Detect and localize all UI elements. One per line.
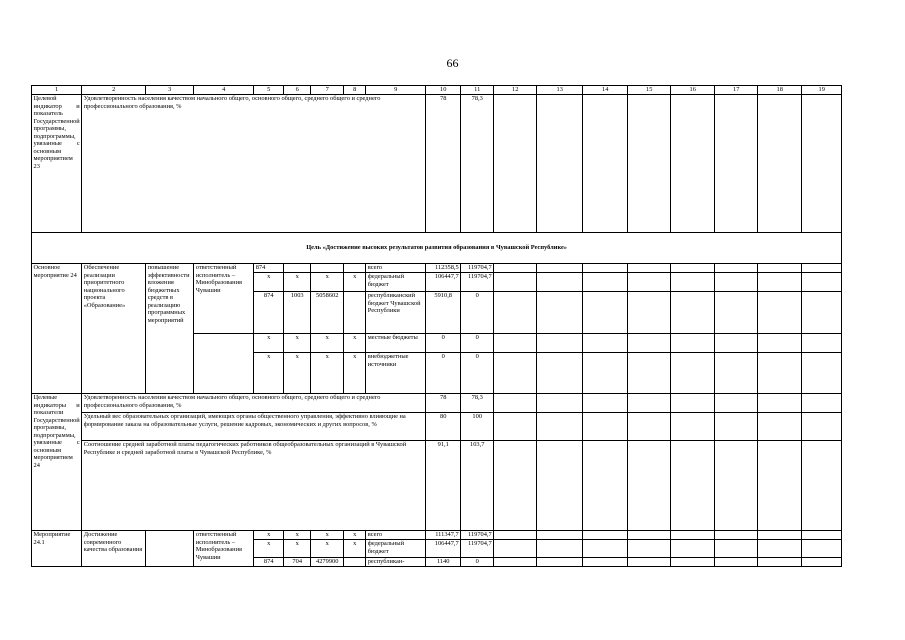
table-cell [583,394,628,413]
table-cell [671,531,715,540]
table-cell [284,264,311,273]
indicator-24-text-2: Удельный вес образовательных организаций, имеющих органы общественного управления, эффективно влияющие на формирование заказа на образовательные услуги, решение кадровых, экономических и других вопросов, % [82,413,426,441]
table-cell [146,531,194,567]
table-cell [583,413,628,441]
table-cell: 100 [461,413,494,441]
table-cell: x [311,273,344,292]
table-cell [494,531,537,540]
table-cell: 0 [426,353,461,394]
table-cell: федеральный бюджет [366,540,426,558]
table-cell [802,531,842,540]
table-cell [537,273,583,292]
table-cell: x [344,540,366,558]
indicator-24-text-1: Удовлетворенность населения качеством начального общего, основного общего, среднего общего и среднего профессионального образования, % [82,394,426,413]
table-cell: x [284,273,311,292]
table-cell [715,540,758,558]
table-cell [583,292,628,334]
column-number-row [32,86,842,95]
table-cell [671,95,715,233]
table-cell: 0 [461,353,494,394]
table-cell [628,353,671,394]
table-cell [537,394,583,413]
table-cell [194,334,254,394]
table-cell [494,413,537,441]
table-cell: 119704,7 [461,273,494,292]
table-cell [671,273,715,292]
column-number: 3 [146,86,194,95]
table-cell: 0 [461,334,494,353]
column-number: 17 [715,86,758,95]
table-cell [494,353,537,394]
column-number: 7 [311,86,344,95]
table-cell [628,413,671,441]
table-cell [583,353,628,394]
column-number: 14 [583,86,628,95]
table-cell: x [254,273,284,292]
table-cell: 874 [254,264,284,273]
table-cell [537,292,583,334]
table-cell [758,273,802,292]
table-cell: 0 [461,558,494,567]
table-cell [628,292,671,334]
table-cell [802,558,842,567]
table-cell: 1140 [426,558,461,567]
table-cell [344,558,366,567]
table-cell: 106447,7 [426,273,461,292]
table-cell: x [284,353,311,394]
budget-table [31,85,842,567]
table-cell [537,353,583,394]
table-cell [758,531,802,540]
column-number: 12 [494,86,537,95]
event-24-label: Основное мероприятие 24 [32,264,82,394]
table-cell [344,264,366,273]
table-cell [758,540,802,558]
table-cell: 704 [284,558,311,567]
table-cell [537,264,583,273]
table-cell: x [254,334,284,353]
table-cell [628,558,671,567]
table-cell [628,95,671,233]
table-cell [802,413,842,441]
table-cell [671,334,715,353]
event-24-1-executor: ответственный исполнитель – Минобразования Чувашии [194,531,254,567]
column-number: 16 [671,86,715,95]
table-cell: федеральный бюджет [366,273,426,292]
table-cell [758,292,802,334]
table-cell: x [254,353,284,394]
column-number: 19 [802,86,842,95]
table-cell: республикан- [366,558,426,567]
table-cell [494,441,537,531]
table-cell [802,334,842,353]
table-cell [671,413,715,441]
column-number: 5 [254,86,284,95]
table-cell: 111347,7 [426,531,461,540]
table-cell [715,273,758,292]
table-cell [494,558,537,567]
table-cell [537,441,583,531]
table-cell: республиканский бюджет Чувашской Республики [366,292,426,334]
table-cell: 1003 [284,292,311,334]
column-number: 15 [628,86,671,95]
table-cell: 0 [461,292,494,334]
table-cell: x [254,531,284,540]
table-cell [537,540,583,558]
table-cell: 5058602 [311,292,344,334]
table-cell [715,95,758,233]
table-cell [715,292,758,334]
table-cell [537,334,583,353]
indicator-23-value-10: 78 [426,95,461,233]
table-cell [494,394,537,413]
event-24-1-label: Мероприятие 24.1 [32,531,82,567]
table-cell [628,394,671,413]
table-cell: x [311,353,344,394]
table-cell [715,441,758,531]
page-number: 66 [446,56,459,70]
event-24-name: Обеспечение реализации приоритетного национального проекта «Образование» [82,264,146,394]
table-cell [583,531,628,540]
table-cell [494,540,537,558]
indicator-24-row-3 [32,441,842,531]
table-cell: 4279900 [311,558,344,567]
table-cell [671,558,715,567]
table-cell: x [344,353,366,394]
table-cell [628,441,671,531]
table-cell [758,353,802,394]
table-cell [758,264,802,273]
table-cell: 106447,7 [426,540,461,558]
indicator-24-label: Целевые индикаторы и показатели Государственной программы, подпрограммы, увязанные с основным мероприятием 24 [32,394,82,531]
table-cell [628,273,671,292]
table-cell [344,292,366,334]
table-cell [758,558,802,567]
event-24-1-row-total [32,531,842,540]
table-cell: 78,3 [461,394,494,413]
table-cell: 112358,5 [426,264,461,273]
table-cell [715,413,758,441]
indicator-24-row-2 [32,413,842,441]
table-cell [628,264,671,273]
table-cell [583,95,628,233]
table-cell [802,540,842,558]
table-cell [311,264,344,273]
table-cell [583,334,628,353]
column-number: 9 [366,86,426,95]
table-cell [494,264,537,273]
table-cell [715,531,758,540]
table-cell [802,264,842,273]
column-number: 1 [32,86,82,95]
goal-heading: Цель «Достижение высоких результатов развития образования в Чувашской Республике» [32,233,842,264]
table-cell [494,273,537,292]
column-number: 2 [82,86,146,95]
table-cell [758,394,802,413]
table-cell: x [284,334,311,353]
indicator-23-text: Удовлетворенность населения качеством начального общего, основного общего, среднего общего и среднего профессионального образования, % [82,95,426,233]
table-cell: 78 [426,394,461,413]
table-cell [628,531,671,540]
table-cell: 119704,7 [461,540,494,558]
table-cell: x [311,531,344,540]
table-cell: местные бюджеты [366,334,426,353]
table-cell [537,558,583,567]
table-cell: 103,7 [461,441,494,531]
column-number: 18 [758,86,802,95]
table-cell [802,441,842,531]
table-cell: 5910,8 [426,292,461,334]
table-cell [802,353,842,394]
table-cell [802,273,842,292]
indicator-23-label: Целевой индикатор и показатель Государственной программы, подпрограммы, увязанные с основным мероприятием 23 [32,95,82,233]
table-cell: 119704,7 [461,531,494,540]
table-cell [802,292,842,334]
table-cell: x [311,334,344,353]
table-cell [715,394,758,413]
table-cell [583,558,628,567]
indicator-24-text-3: Соотношение средней заработной платы педагогических работников общеобразовательных организаций в Чувашской Республике и средней заработной платы в Чувашской Республике, % [82,441,426,531]
table-cell [494,95,537,233]
table-cell [671,264,715,273]
event-24-row-total [32,264,842,273]
table-cell [583,264,628,273]
column-number: 4 [194,86,254,95]
table-cell [758,413,802,441]
table-cell [715,558,758,567]
table-cell: 0 [426,334,461,353]
table-cell [494,292,537,334]
table-cell [583,441,628,531]
table-cell [583,273,628,292]
column-number: 11 [461,86,494,95]
table-cell: всего [366,264,426,273]
table-cell [537,531,583,540]
table-cell [537,95,583,233]
table-cell: внебюджетные источники [366,353,426,394]
indicator-23-value-11: 78,3 [461,95,494,233]
table-cell: x [254,540,284,558]
event-24-executor: ответственный исполнитель – Минобразования Чувашии [194,264,254,334]
table-cell [671,394,715,413]
column-number: 10 [426,86,461,95]
table-cell [802,394,842,413]
table-cell: x [344,273,366,292]
table-cell [583,540,628,558]
table-cell [715,353,758,394]
table-cell: 874 [254,292,284,334]
table-cell: x [311,540,344,558]
table-cell [758,441,802,531]
table-cell: x [284,540,311,558]
table-cell [671,353,715,394]
table-cell [758,334,802,353]
table-cell [715,334,758,353]
indicator-23-row [32,95,842,233]
event-24-description: повышение эффективности вложения бюджетных средств в реализацию программных мероприятий [146,264,194,394]
indicator-24-row-1 [32,394,842,413]
table-cell: x [284,531,311,540]
column-number: 8 [344,86,366,95]
table-cell: x [344,531,366,540]
table-cell [671,441,715,531]
table-cell [628,334,671,353]
table-cell [715,264,758,273]
table-cell [671,292,715,334]
column-number: 6 [284,86,311,95]
table-cell: 874 [254,558,284,567]
table-cell: 80 [426,413,461,441]
table-cell: x [344,334,366,353]
table-cell: всего [366,531,426,540]
table-cell: 91,1 [426,441,461,531]
table-cell [628,540,671,558]
column-number: 13 [537,86,583,95]
event-24-1-name: Достижение современного качества образования [82,531,146,567]
goal-row [32,233,842,264]
table-cell [671,540,715,558]
table-cell: 119704,7 [461,264,494,273]
table-cell [494,334,537,353]
table-cell [537,413,583,441]
table-cell [758,95,802,233]
table-cell [802,95,842,233]
